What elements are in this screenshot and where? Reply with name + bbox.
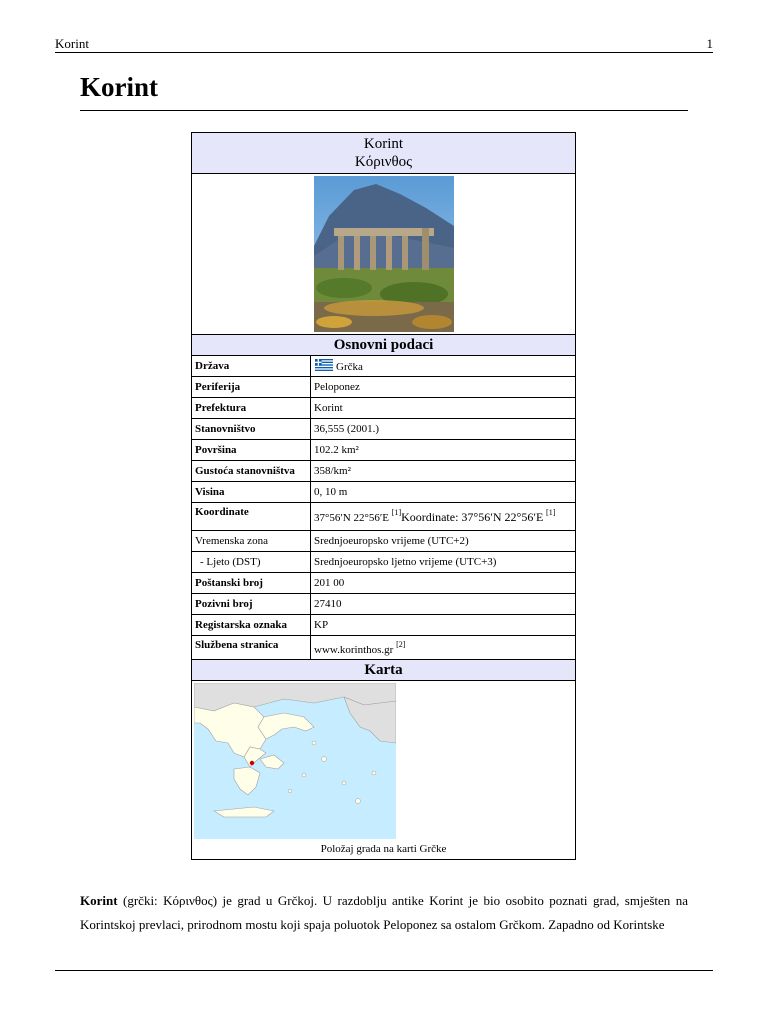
infobox-native-name: Κόρινθος bbox=[354, 154, 413, 170]
row-visina bbox=[192, 482, 576, 503]
row-label: Službena stranica bbox=[192, 636, 311, 660]
row-value: 0, 10 m bbox=[311, 482, 576, 503]
coordinates-text: Koordinate: 37°56′N 22°56′E bbox=[401, 510, 544, 524]
row-periferija bbox=[192, 377, 576, 398]
row-gustoca bbox=[192, 461, 576, 482]
row-value bbox=[311, 636, 576, 660]
row-label: Koordinate bbox=[192, 503, 311, 531]
website-link[interactable]: www.korinthos.gr bbox=[314, 643, 394, 656]
row-value[interactable]: Srednjoeuropsko ljetno vrijeme (UTC+3) bbox=[311, 552, 576, 573]
row-value[interactable]: Korint bbox=[311, 398, 576, 419]
row-label: Stanovništvo bbox=[192, 419, 311, 440]
map-cell bbox=[192, 681, 576, 860]
row-value: 36,555 (2001.) bbox=[311, 419, 576, 440]
row-label: Visina bbox=[192, 482, 311, 503]
footer-rule bbox=[55, 970, 713, 971]
section-map-header: Karta bbox=[192, 660, 576, 681]
row-sluzbena-stranica bbox=[192, 636, 576, 660]
row-value: 358/km² bbox=[311, 461, 576, 482]
row-stanovnistvo bbox=[192, 419, 576, 440]
row-label: Vremenska zona bbox=[192, 531, 311, 552]
country-link[interactable]: Grčka bbox=[336, 361, 363, 373]
map-caption: Položaj grada na karti Grčke bbox=[320, 843, 447, 855]
row-prefektura bbox=[192, 398, 576, 419]
row-label: Prefektura bbox=[192, 398, 311, 419]
header-rule bbox=[55, 52, 713, 53]
row-vremenska-zona bbox=[192, 531, 576, 552]
running-header-title: Korint bbox=[55, 36, 89, 51]
running-header bbox=[55, 36, 713, 52]
row-registarska-oznaka bbox=[192, 615, 576, 636]
ref-1[interactable]: [1] bbox=[391, 508, 402, 517]
title-rule bbox=[80, 110, 688, 111]
infobox-header bbox=[192, 133, 576, 174]
row-label: - Ljeto (DST) bbox=[192, 552, 311, 573]
coordinates-link[interactable]: 37°56′N 22°56′E bbox=[314, 512, 390, 524]
article-text: (grčki: Κόρινθος) je grad u Grčkoj. U razdoblju antike Korint je bio osobito poznati grad, smješten na Korintskoj prevlaci, prirodnom mostu koji spaja poluotok Peloponez sa ostalom Grčkom. Zapadno od Korintske bbox=[80, 893, 688, 932]
row-value[interactable]: Peloponez bbox=[311, 377, 576, 398]
row-value: 201 00 bbox=[311, 573, 576, 594]
infobox bbox=[191, 132, 576, 860]
row-label: Poštanski broj bbox=[192, 573, 311, 594]
greece-location-map[interactable] bbox=[194, 683, 396, 839]
temple-of-apollo-photo[interactable] bbox=[314, 176, 454, 332]
page-number: 1 bbox=[706, 36, 713, 51]
row-value: 102.2 km² bbox=[311, 440, 576, 461]
row-drzava bbox=[192, 356, 576, 377]
row-value bbox=[311, 503, 576, 531]
row-pozivni-broj bbox=[192, 594, 576, 615]
infobox-image-cell bbox=[192, 174, 576, 335]
article-paragraph bbox=[80, 889, 688, 937]
row-label: Površina bbox=[192, 440, 311, 461]
section-basic-header: Osnovni podaci bbox=[192, 335, 576, 356]
ref-2[interactable]: [2] bbox=[396, 639, 406, 649]
article-bold-name: Korint bbox=[80, 893, 118, 908]
row-koordinate bbox=[192, 503, 576, 531]
row-value: KP bbox=[311, 615, 576, 636]
row-value: 27410 bbox=[311, 594, 576, 615]
row-postanski-broj bbox=[192, 573, 576, 594]
ref-1b[interactable]: [1] bbox=[546, 508, 556, 517]
row-label: Gustoća stanovništva bbox=[192, 461, 311, 482]
row-ljeto bbox=[192, 552, 576, 573]
row-povrsina bbox=[192, 440, 576, 461]
row-label: Periferija bbox=[192, 377, 311, 398]
page-title: Korint bbox=[80, 72, 158, 102]
row-label: Registarska oznaka bbox=[192, 615, 311, 636]
greece-flag-icon bbox=[314, 359, 334, 371]
infobox-name: Korint bbox=[363, 136, 404, 152]
row-value bbox=[311, 356, 576, 377]
row-label: Država bbox=[192, 356, 311, 377]
row-value[interactable]: Srednjoeuropsko vrijeme (UTC+2) bbox=[311, 531, 576, 552]
city-marker bbox=[250, 761, 254, 765]
row-label: Pozivni broj bbox=[192, 594, 311, 615]
